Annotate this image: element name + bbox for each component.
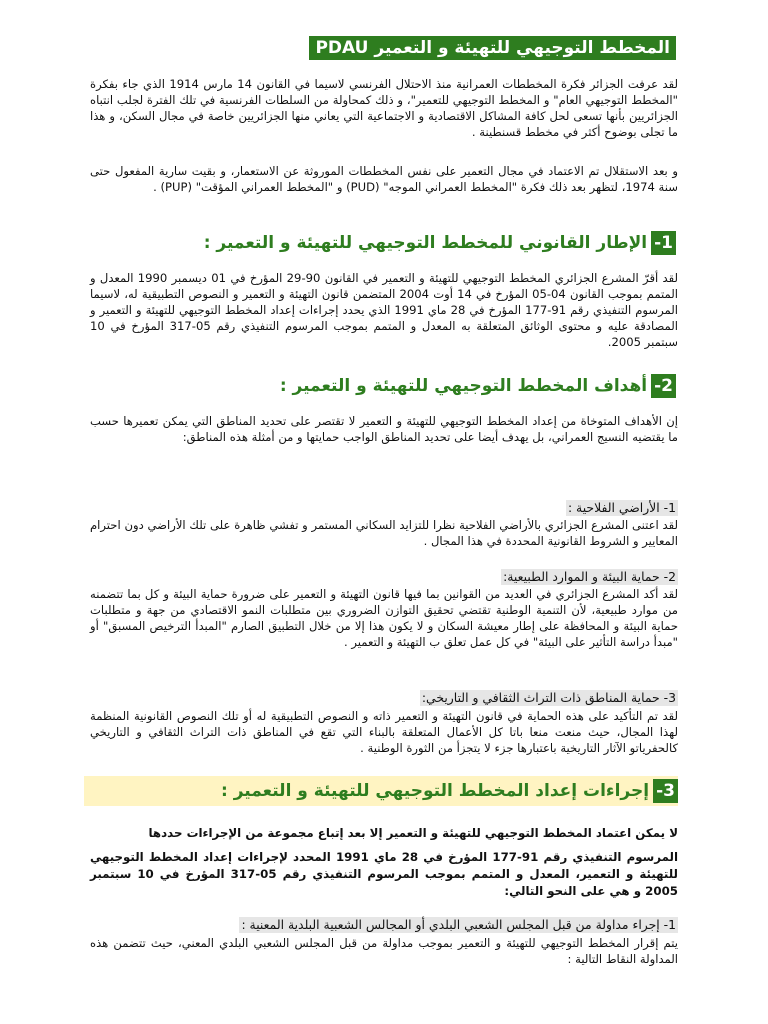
- intro-paragraph-2: و بعد الاستقلال تم الاعتماد في مجال التعمير على نفس المخططات الموروثة عن الاستعمار، و بقيت سارية المفعول حتى سنة 1974، لتظهر بعد ذلك فكرة "المخطط العمراني الموجه" (PUD) و "المخطط العمراني المؤقت" (PUP) .: [90, 164, 678, 194]
- section-3-bold-intro: لا يمكن اعتماد المخطط التوجيهي للتهيئة و التعمير إلا بعد إتباع مجموعة من الإجراءات حددها: [148, 826, 678, 840]
- environment-paragraph: لقد أكد المشرع الجزائري في العديد من القوانين بما فيها قانون التهيئة و التعمير على ضرورة حماية البيئة و كل بما تتضمنه من موارد طبيعية، لأن التنمية الوطنية تقتضي تحقيق التوازن الضروري بين متطلبات النمو الاقتصادي من جهة و متطلبات حماية البيئة و المحافظة على إطار معيشة السكان و لا يكون هذا إلا من خلال التطبيق الصارم "المبدأ الترخيص المسبق" أو "مبدأ دراسة التأثير على البيئة" في كل عمل تعلق ب التهيئة و التعمير .: [90, 587, 678, 649]
- agricultural-lands-paragraph: لقد اعتنى المشرع الجزائري بالأراضي الفلاحية نظرا للتزايد السكاني المستمر و تفشي ظاهرة على تلك الأراضي دون احترام المعايير و الشروط القانونية المحددة في هذا المجال .: [90, 518, 678, 548]
- section-3-heading: [84, 776, 678, 806]
- section-1-heading: [204, 231, 676, 255]
- subsection-deliberation: 1- إجراء مداولة من قبل المجلس الشعبي البلدي أو المجالس الشعبية البلدية المعنية :: [241, 917, 676, 932]
- section-1-paragraph: لقد أقرّ المشرع الجزائري المخطط التوجيهي للتهيئة و التعمير في القانون 90-29 المؤرخ في 01 ديسمبر 1990 المعدل و المتمم بموجب القانون 04-05 المؤرخ في 14 أوت 2004 المتضمن قانون التهيئة و التعمير و النصوص التطبيقية له، لاسيما المرسوم التنفيذي رقم 91-177 المؤرخ في 28 ماي 1991 الذي يحدد إجراءات إعداد المخطط التوجيهي للتهيئة و التعمير و المصادقة عليه و محتوى الوثائق المتعلقة به المعدل و المتمم بموجب المرسوم التنفيذي رقم 05-317 المؤرخ في 10 سبتمبر 2005.: [90, 271, 679, 349]
- intro-paragraph-1: لقد عرفت الجزائر فكرة المخططات العمرانية منذ الاحتلال الفرنسي لاسيما في القانون 14 مارس 1914 الذي جاء بفكرة "المخطط التوجيهي العام" و المخطط التوجيهي للتعمير"، و ذلك كمحاولة من السلطات الفرنسية في تلك الفترة لجلب انتباه الجزائريين بأنها تسعى لحل كافة المشاكل الاقتصادية و الاجتماعية التي يعاني منها الجزائريين خاصة في مجال السكن، و هذا ما تجلى بوضوح أكثر في مخطط قسنطينة .: [90, 77, 678, 139]
- section-1-number: 1-: [651, 231, 676, 255]
- section-3-bold-decree: المرسوم التنفيذي رقم 91-177 المؤرخ في 28 ماي 1991 المحدد لإجراءات إعداد المخطط التوجيهي للتهيئة و التعمير، المعدل و المتمم بموجب المرسوم التنفيذي رقم 05-317 المؤرخ في 10 سبتمبر 2005 و هي على النحو التالي:: [90, 850, 678, 898]
- section-3-number: 3-: [653, 779, 678, 803]
- section-2-heading: [280, 374, 676, 398]
- subsection-heritage: 3- حماية المناطق ذات التراث الثقافي و التاريخي:: [421, 690, 676, 705]
- subsection-environment: 2- حماية البيئة و الموارد الطبيعية:: [503, 569, 676, 584]
- section-3-title: إجراءات إعداد المخطط التوجيهي للتهيئة و التعمير :: [221, 781, 650, 801]
- main-title: المخطط التوجيهي للتهيئة و التعمير PDAU: [309, 36, 676, 60]
- section-1-title: الإطار القانوني للمخطط التوجيهي للتهيئة و التعمير :: [203, 233, 648, 253]
- deliberation-paragraph: يتم إقرار المخطط التوجيهي للتهيئة و التعمير بموجب مداولة من قبل المجلس الشعبي البلدي المعني، حيث تتضمن هذه المداولة النقاط التالية :: [90, 936, 678, 966]
- section-2-paragraph: إن الأهداف المتوخاة من إعداد المخطط التوجيهي للتهيئة و التعمير لا تقتصر على تحديد المناطق التي يمكن تعميرها حسب ما يقتضيه النسيج العمراني، بل يهدف أيضا على تحديد المناطق الواجب حمايتها و من أمثلة هذه المناطق:: [90, 414, 678, 444]
- section-2-title: أهداف المخطط التوجيهي للتهيئة و التعمير :: [279, 376, 648, 396]
- section-2-number: 2-: [651, 374, 676, 398]
- subsection-agricultural-lands: 1- الأراضي الفلاحية :: [567, 500, 676, 515]
- heritage-paragraph: لقد تم التأكيد على هذه الحماية في قانون التهيئة و التعمير ذاته و النصوص التطبيقية له أو تلك النصوص القانونية المنظمة لهذا المجال، حيث منعت منعا باتا كل الأعمال المتعلقة بالبناء التي تقع في المناطق ذات التراث الثقافي و التاريخي كالحفرياتو الآثار التاريخية باعتبارها جزء لا يتجزأ من الثورة الوطنية .: [90, 709, 678, 755]
